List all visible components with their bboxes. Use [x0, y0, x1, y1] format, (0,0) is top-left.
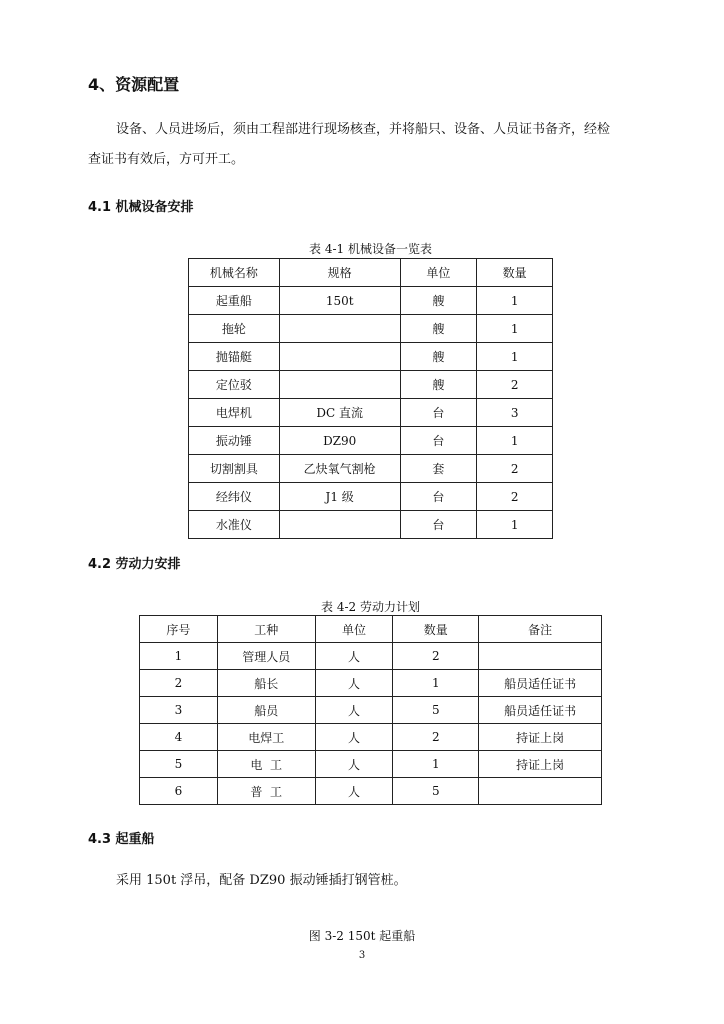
table-cell: 定位驳 — [189, 371, 280, 399]
table-row — [189, 483, 553, 511]
table-cell: DC 直流 — [279, 399, 400, 427]
table-row — [189, 511, 553, 539]
figure-caption: 图 3-2 150t 起重船 — [308, 929, 416, 943]
table-cell: 2 — [393, 724, 479, 751]
table-cell: 6 — [140, 778, 218, 805]
table-cell — [279, 315, 400, 343]
table-cell: 人 — [315, 751, 393, 778]
table-cell: 5 — [140, 751, 218, 778]
table-cell: 人 — [315, 724, 393, 751]
table-cell: 1 — [477, 287, 553, 315]
header-cell: 工种 — [217, 616, 315, 643]
header-cell: 单位 — [400, 259, 477, 287]
table-cell: 台 — [400, 427, 477, 455]
table-cell: 1 — [393, 751, 479, 778]
table-cell: 5 — [393, 778, 479, 805]
table-cell: 人 — [315, 643, 393, 670]
header-cell: 数量 — [477, 259, 553, 287]
table-cell: 1 — [477, 511, 553, 539]
subsection-4-2-title: 4.2 劳动力安排 — [88, 557, 181, 572]
table-cell: 水准仪 — [189, 511, 280, 539]
equipment-table — [188, 258, 553, 539]
table-cell — [279, 371, 400, 399]
table-header-row — [189, 259, 553, 287]
table-cell: 艘 — [400, 371, 477, 399]
table-cell: 3 — [140, 697, 218, 724]
table-cell: 人 — [315, 670, 393, 697]
labor-table — [139, 615, 602, 805]
table-cell: J1 级 — [279, 483, 400, 511]
table-row — [140, 670, 602, 697]
table-row — [140, 724, 602, 751]
table-cell: 船员 — [217, 697, 315, 724]
table-cell: 2 — [477, 483, 553, 511]
table-cell: 持证上岗 — [479, 724, 602, 751]
table-cell: DZ90 — [279, 427, 400, 455]
table-cell: 4 — [140, 724, 218, 751]
section-title: 4、资源配置 — [88, 75, 180, 94]
table-cell: 船长 — [217, 670, 315, 697]
table-cell: 台 — [400, 483, 477, 511]
table-cell: 1 — [477, 427, 553, 455]
table-row — [189, 315, 553, 343]
header-cell: 备注 — [479, 616, 602, 643]
table-cell: 电焊机 — [189, 399, 280, 427]
table-row — [189, 399, 553, 427]
table-cell: 1 — [393, 670, 479, 697]
table-row — [189, 287, 553, 315]
header-cell: 序号 — [140, 616, 218, 643]
table-cell: 船员适任证书 — [479, 670, 602, 697]
table-cell: 2 — [140, 670, 218, 697]
header-cell: 规格 — [279, 259, 400, 287]
table-row — [140, 778, 602, 805]
table-cell: 电 工 — [217, 751, 315, 778]
header-cell: 数量 — [393, 616, 479, 643]
table-cell: 2 — [477, 371, 553, 399]
table-cell: 台 — [400, 399, 477, 427]
table-cell: 抛锚艇 — [189, 343, 280, 371]
header-cell: 单位 — [315, 616, 393, 643]
table-row — [189, 343, 553, 371]
table-cell: 艘 — [400, 315, 477, 343]
table-cell: 2 — [477, 455, 553, 483]
table-cell: 人 — [315, 778, 393, 805]
table-cell: 台 — [400, 511, 477, 539]
table-cell: 拖轮 — [189, 315, 280, 343]
table-cell: 1 — [140, 643, 218, 670]
table-cell: 起重船 — [189, 287, 280, 315]
table-row — [140, 697, 602, 724]
table-header-row — [140, 616, 602, 643]
table-row — [189, 455, 553, 483]
crane-ship-text: 采用 150t 浮吊，配备 DZ90 振动锤插打钢管桩。 — [116, 873, 407, 888]
table-cell: 3 — [477, 399, 553, 427]
table-cell: 1 — [477, 343, 553, 371]
table-cell: 切割割具 — [189, 455, 280, 483]
header-cell: 机械名称 — [189, 259, 280, 287]
table-cell: 150t — [279, 287, 400, 315]
table-cell — [279, 511, 400, 539]
table-1-caption: 表 4-1 机械设备一览表 — [309, 242, 432, 256]
table-cell — [479, 778, 602, 805]
table-row — [189, 371, 553, 399]
table-cell: 经纬仪 — [189, 483, 280, 511]
table-cell: 船员适任证书 — [479, 697, 602, 724]
table-cell: 5 — [393, 697, 479, 724]
table-row — [189, 427, 553, 455]
table-cell: 乙炔氧气割枪 — [279, 455, 400, 483]
table-cell: 艘 — [400, 287, 477, 315]
subsection-4-1-title: 4.1 机械设备安排 — [88, 200, 194, 215]
table-cell: 2 — [393, 643, 479, 670]
subsection-4-3-title: 4.3 起重船 — [88, 832, 155, 847]
table-cell — [279, 343, 400, 371]
table-cell — [479, 643, 602, 670]
table-cell: 普 工 — [217, 778, 315, 805]
table-cell: 1 — [477, 315, 553, 343]
table-cell: 艘 — [400, 343, 477, 371]
page-number: 3 — [358, 950, 366, 961]
table-cell: 振动锤 — [189, 427, 280, 455]
table-row — [140, 751, 602, 778]
table-cell: 人 — [315, 697, 393, 724]
table-cell: 电焊工 — [217, 724, 315, 751]
table-2-caption: 表 4-2 劳动力计划 — [321, 600, 420, 614]
table-cell: 管理人员 — [217, 643, 315, 670]
intro-line-2: 查证书有效后，方可开工。 — [88, 152, 245, 167]
intro-line-1: 设备、人员进场后，须由工程部进行现场核查，并将船只、设备、人员证书备齐，经检 — [116, 122, 611, 137]
table-row — [140, 643, 602, 670]
table-cell: 套 — [400, 455, 477, 483]
table-cell: 持证上岗 — [479, 751, 602, 778]
